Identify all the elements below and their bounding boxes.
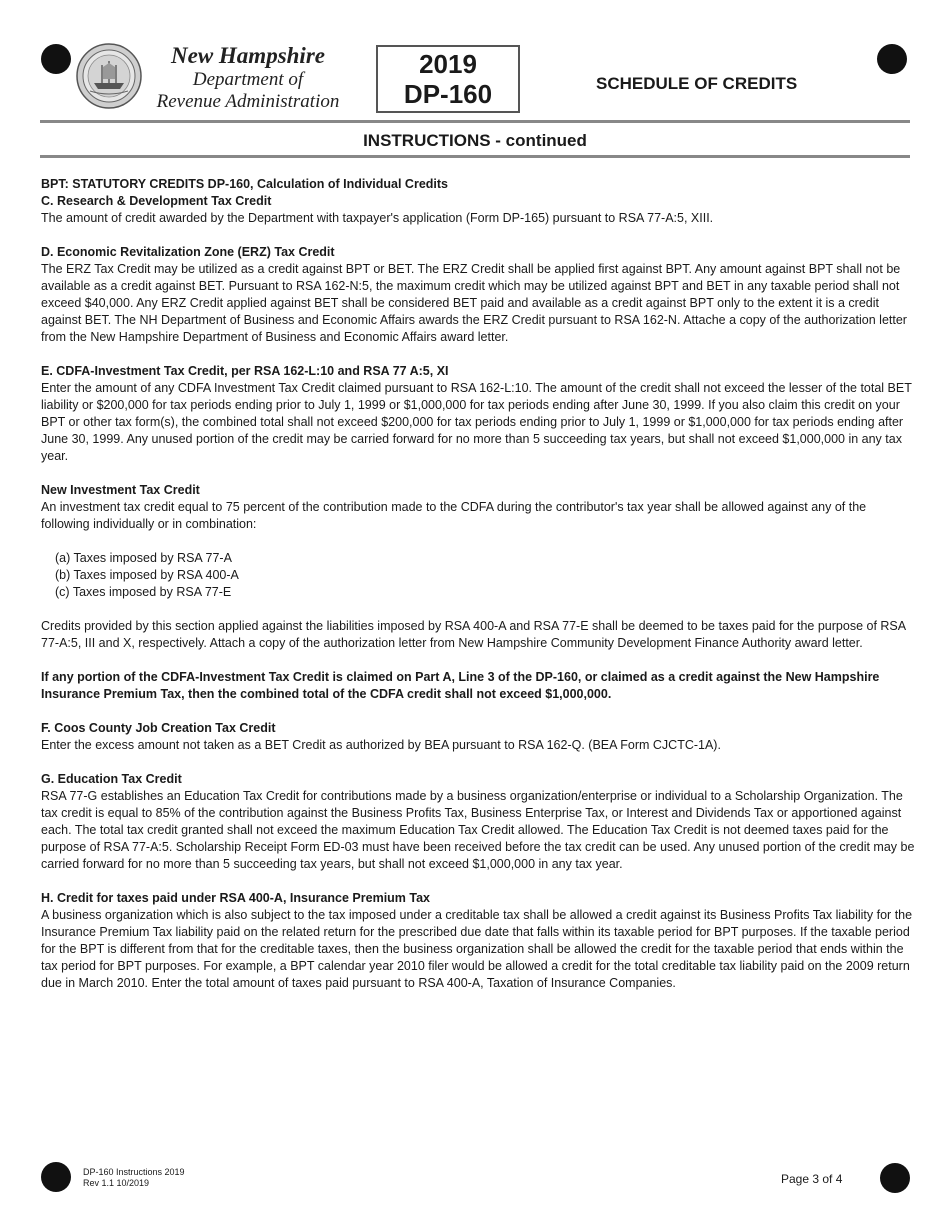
footer-doc-name: DP-160 Instructions 2019: [83, 1167, 185, 1177]
agency-line-3: Revenue Administration: [156, 91, 340, 112]
registration-mark-bottom-right: [880, 1163, 910, 1193]
section-f-body: Enter the excess amount not taken as a BET Credit as authorized by BEA pursuant to RSA 162-Q. (BEA Form CJCTC-1A).: [41, 738, 721, 752]
registration-mark-top-left: [41, 44, 71, 74]
header-divider-top: [40, 120, 910, 123]
list-item: (b) Taxes imposed by RSA 400-A: [55, 568, 239, 582]
credits-body: Credits provided by this section applied against the liabilities imposed by RSA 400-A and RSA 77-E shall be deemed to be taxes paid for the purpose of RSA 77-A:5, III and X, respectively. Attach a copy of the authorization letter from New Hampshire Community Development Finance Authority award letter.: [41, 619, 906, 650]
section-g-body: RSA 77-G establishes an Education Tax Credit for contributions made by a business organization/enterprise or individual to a Scholarship Organization. The tax credit is equal to 85% of the contribution against the Business Profits Tax, Business Enterprise Tax, or Interest and Dividends Tax or apportioned against each. The total tax credit granted shall not exceed the maximum Education Tax Credit allowed. The Education Tax Credit is not deemed taxes paid for the purpose of RSA 77-A:5. Scholarship Receipt Form ED-03 must have been received before the tax credit can be used. Any unused portion of the credit may be carried forward for no more than 5 succeeding tax years, but shall not exceed $1,000,000 in any tax year.: [41, 789, 915, 871]
section-d-title: D. Economic Revitalization Zone (ERZ) Tax Credit: [41, 245, 335, 259]
header-divider-bottom: [40, 155, 910, 158]
registration-mark-top-right: [877, 44, 907, 74]
agency-line-1: New Hampshire: [171, 43, 325, 68]
agency-name: [140, 42, 356, 113]
list-item: (a) Taxes imposed by RSA 77-A: [55, 551, 232, 565]
footer-doc-info: [83, 1167, 185, 1189]
new-investment-title: New Investment Tax Credit: [41, 483, 200, 497]
section-f-title: F. Coos County Job Creation Tax Credit: [41, 721, 276, 735]
section-h-body: A business organization which is also subject to the tax imposed under a creditable tax shall be allowed a credit against its Business Profits Tax liability for the Insurance Premium Tax liability paid on the related return for the prescribed due date that falls within its taxable period for BPT purposes. If the taxable period for the BPT is different from that for the creditable taxes, then the business organization shall be allowed the credit for the taxable period that ends within the tax period for BPT purposes. For example, a BPT calendar year 2010 filer would be allowed a credit for the total creditable tax liability paid on the 2009 return due in March 2010. Enter the total amount of taxes paid pursuant to RSA 400-A, Taxation of Insurance Companies.: [41, 908, 913, 990]
footer-revision: Rev 1.1 10/2019: [83, 1178, 150, 1188]
section-c-title: C. Research & Development Tax Credit: [41, 194, 272, 208]
section-e-title: E. CDFA-Investment Tax Credit, per RSA 162-L:10 and RSA 77 A:5, XI: [41, 364, 449, 378]
instructions-body: [41, 176, 915, 992]
section-h-title: H. Credit for taxes paid under RSA 400-A, Insurance Premium Tax: [41, 891, 430, 905]
section-g-title: G. Education Tax Credit: [41, 772, 182, 786]
section-e-body: Enter the amount of any CDFA Investment Tax Credit claimed pursuant to RSA 162-L:10. The amount of the credit shall not exceed the lesser of the total BET liability or $200,000 for tax periods ending prior to July 1, 1999 or $1,000,000 for tax periods ending after June 30, 1999. If you also claim this credit on your BPT or other tax form(s), the combined total shall not exceed $200,000 for tax periods ending prior to July 1, 1999 or $1,000,000 for tax periods ending after June 30, 1999. Any unused portion of the credit may be carried forward for no more than 5 succeeding tax years, but shall not exceed $1,000,000 in any tax year.: [41, 381, 912, 463]
cdfa-notice: If any portion of the CDFA-Investment Tax Credit is claimed on Part A, Line 3 of the DP-160, or claimed as a credit against the New Hampshire Insurance Premium Tax, then the combined total of the CDFA credit shall not exceed $1,000,000.: [41, 670, 880, 701]
agency-line-2: Department of: [192, 69, 304, 90]
registration-mark-bottom-left: [41, 1162, 71, 1192]
section-c-body: The amount of credit awarded by the Department with taxpayer's application (Form DP-165) pursuant to RSA 77-A:5, XIII.: [41, 211, 714, 225]
instructions-title: INSTRUCTIONS - continued: [363, 131, 587, 150]
form-year: 2019: [419, 49, 477, 79]
section-d-body: The ERZ Tax Credit may be utilized as a credit against BPT or BET. The ERZ Credit shall be applied first against BPT. Any amount against BPT shall not be available as a credit against BET. Pursuant to RSA 162-N:5, the maximum credit which may be utilized against BPT and BET in any taxable period shall not exceed $40,000. Any ERZ Credit applied against BET shall be considered BET paid and available as a credit against BPT only to the extent it is a credit against BET. The NH Department of Business and Economic Affairs awards the ERZ Credit pursuant to RSA 162-N. Attache a copy of the authorization letter from the New Hampshire Department of Business and Economic Affairs award letter.: [41, 262, 907, 344]
page-number: Page 3 of 4: [781, 1172, 843, 1186]
form-id: DP-160: [403, 79, 493, 109]
new-investment-body: An investment tax credit equal to 75 percent of the contribution made to the CDFA during the contributor's tax year shall be allowed against any of the following individually or in combination:: [41, 500, 867, 531]
state-seal-icon: [76, 43, 142, 109]
list-item: (c) Taxes imposed by RSA 77-E: [55, 585, 232, 599]
schedule-title: SCHEDULE OF CREDITS: [596, 74, 798, 93]
section-heading: BPT: STATUTORY CREDITS DP-160, Calculation of Individual Credits: [41, 177, 448, 191]
form-id-box: [376, 45, 520, 113]
